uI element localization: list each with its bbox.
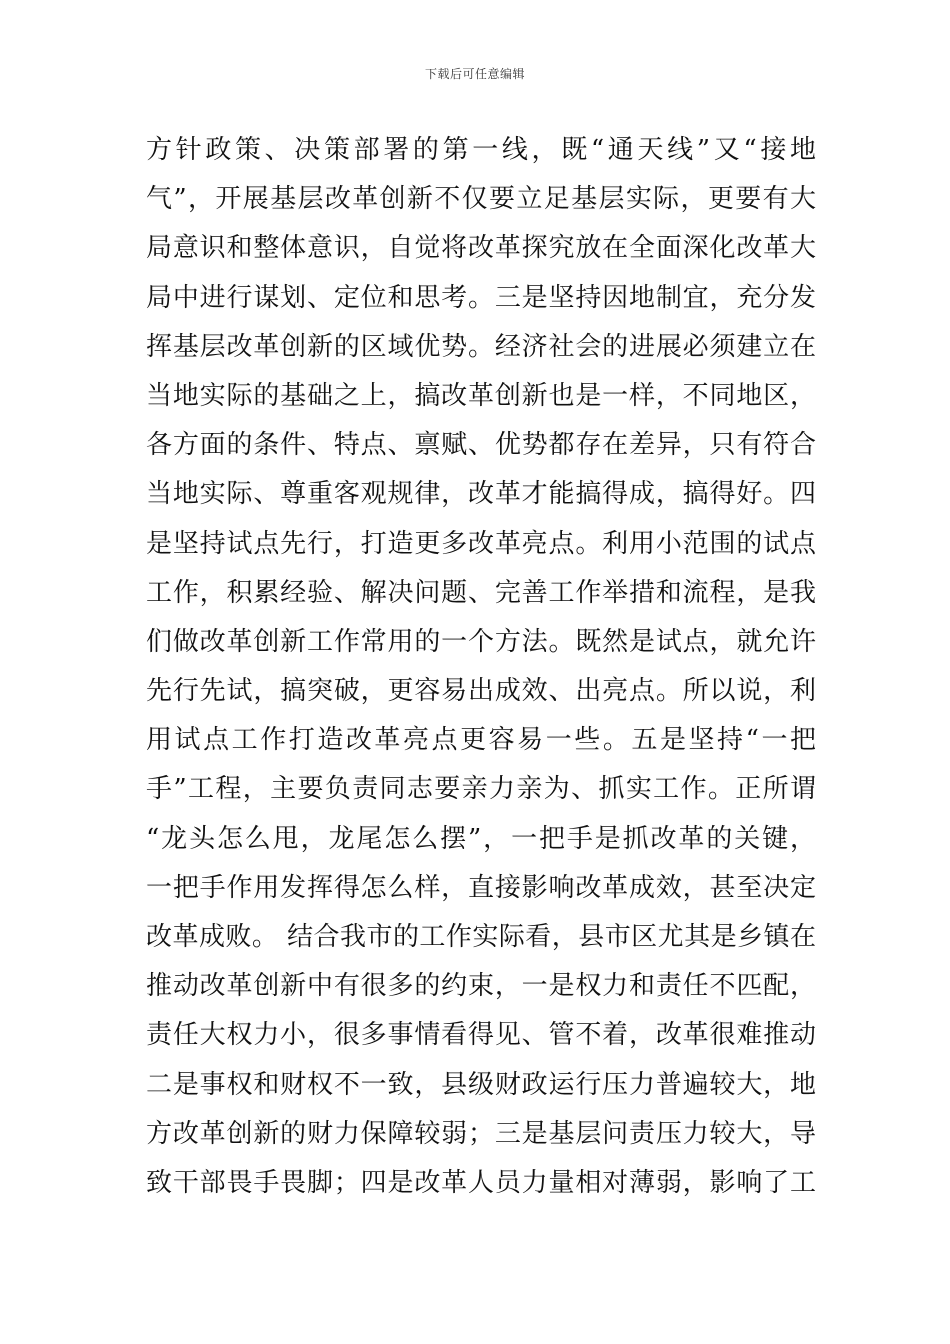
text-line: “龙头怎么甩，龙尾怎么摆”，一把手是抓改革的关键，: [146, 823, 816, 854]
text-line: 挥基层改革创新的区域优势。经济社会的进展必须建立在: [146, 331, 816, 362]
text-line: 们做改革创新工作常用的一个方法。既然是试点，就允许: [146, 626, 816, 657]
text-line: 方改革创新的财力保障较弱；三是基层问责压力较大，导: [146, 1118, 816, 1149]
text-line: 当地实际的基础之上，搞改革创新也是一样，不同地区，: [146, 380, 816, 411]
text-line: 方针政策、决策部署的第一线，既“通天线”又“接地: [146, 135, 816, 165]
text-line: 局意识和整体意识，自觉将改革探究放在全面深化改革大: [146, 233, 816, 264]
text-line: 当地实际、尊重客观规律，改革才能搞得成，搞得好。四: [146, 479, 816, 510]
text-line: 推动改革创新中有很多的约束，一是权力和责任不匹配，: [146, 971, 816, 1002]
text-line: 局中进行谋划、定位和思考。三是坚持因地制宜，充分发: [146, 282, 816, 313]
text-line: 气”，开展基层改革创新不仅要立足基层实际，更要有大: [146, 184, 816, 215]
text-line: 手”工程，主要负责同志要亲力亲为、抓实工作。正所谓: [146, 774, 816, 805]
text-line: 工作，积累经验、解决问题、完善工作举措和流程，是我: [146, 577, 816, 608]
text-line: 用试点工作打造改革亮点更容易一些。五是坚持“一把: [146, 725, 816, 756]
text-line: 二是事权和财权不一致，县级财政运行压力普遍较大，地: [146, 1069, 816, 1100]
text-line: 致干部畏手畏脚；四是改革人员力量相对薄弱，影响了工: [146, 1167, 816, 1198]
text-line: 改革成败。 结合我市的工作实际看，县市区尤其是乡镇在: [146, 922, 816, 952]
text-line: 先行先试，搞突破，更容易出成效、出亮点。所以说，利: [146, 676, 816, 707]
text-line: 各方面的条件、特点、禀赋、优势都存在差异，只有符合: [146, 430, 816, 461]
text-line: 责任大权力小，很多事情看得见、管不着，改革很难推动: [146, 1020, 816, 1051]
page-header: 下载后可任意编辑: [424, 67, 525, 81]
text-line: 一把手作用发挥得怎么样，直接影响改革成效，甚至决定: [146, 872, 816, 903]
text-line: 是坚持试点先行，打造更多改革亮点。利用小范围的试点: [146, 528, 816, 559]
body-text: [146, 126, 816, 1208]
